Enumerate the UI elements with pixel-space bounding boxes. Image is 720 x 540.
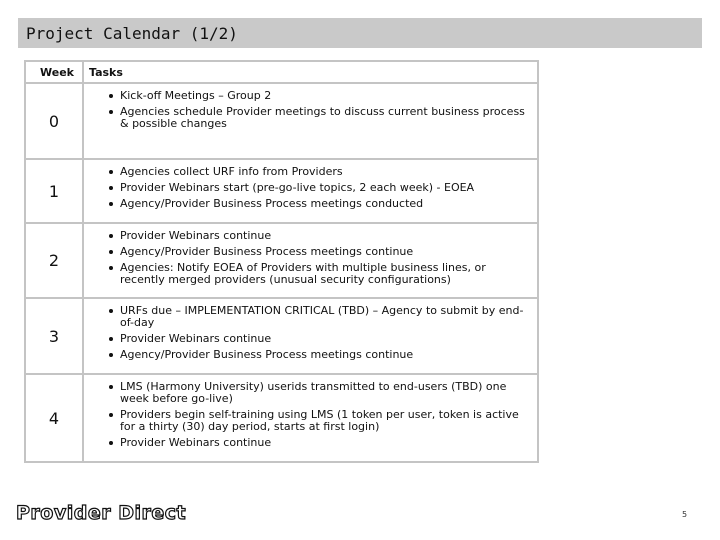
table-row xyxy=(25,374,538,462)
table-row xyxy=(25,223,538,298)
task-item: LMS (Harmony University) userids transmitted to end-users (TBD) one week before go-live) xyxy=(90,381,533,405)
task-item: Agency/Provider Business Process meetings conducted xyxy=(90,198,533,210)
project-calendar-table xyxy=(24,60,539,463)
slide-title: Project Calendar (1/2) xyxy=(18,18,702,48)
table-row xyxy=(25,83,538,159)
task-item: Agency/Provider Business Process meetings continue xyxy=(90,246,533,258)
week-number: 4 xyxy=(25,374,83,462)
task-item: Providers begin self-training using LMS (1 token per user, token is active for a thirty (30) day period, starts at first login) xyxy=(90,409,533,433)
provider-direct-logo: Provider Direct xyxy=(16,502,187,524)
task-cell xyxy=(83,159,538,223)
week-number: 2 xyxy=(25,223,83,298)
week-number: 0 xyxy=(25,83,83,159)
table-header-row xyxy=(25,61,538,83)
week-column-header: Week xyxy=(25,61,83,83)
task-item: URFs due – IMPLEMENTATION CRITICAL (TBD) – Agency to submit by end-of-day xyxy=(90,305,533,329)
week-number: 3 xyxy=(25,298,83,374)
task-item: Provider Webinars continue xyxy=(90,437,533,449)
task-item: Agencies schedule Provider meetings to discuss current business process & possible changes xyxy=(90,106,533,130)
task-item: Provider Webinars start (pre-go-live topics, 2 each week) - EOEA xyxy=(90,182,533,194)
task-item: Agencies: Notify EOEA of Providers with multiple business lines, or recently merged providers (unusual security configurations) xyxy=(90,262,533,286)
task-item: Agency/Provider Business Process meetings continue xyxy=(90,349,533,361)
page-number: 5 xyxy=(682,510,688,519)
task-cell xyxy=(83,223,538,298)
task-cell xyxy=(83,374,538,462)
week-number: 1 xyxy=(25,159,83,223)
task-item: Provider Webinars continue xyxy=(90,333,533,345)
task-cell xyxy=(83,298,538,374)
task-item: Agencies collect URF info from Providers xyxy=(90,166,533,178)
task-item: Provider Webinars continue xyxy=(90,230,533,242)
task-item: Kick-off Meetings – Group 2 xyxy=(90,90,533,102)
table-row xyxy=(25,298,538,374)
table-row xyxy=(25,159,538,223)
task-cell xyxy=(83,83,538,159)
tasks-column-header: Tasks xyxy=(83,61,538,83)
